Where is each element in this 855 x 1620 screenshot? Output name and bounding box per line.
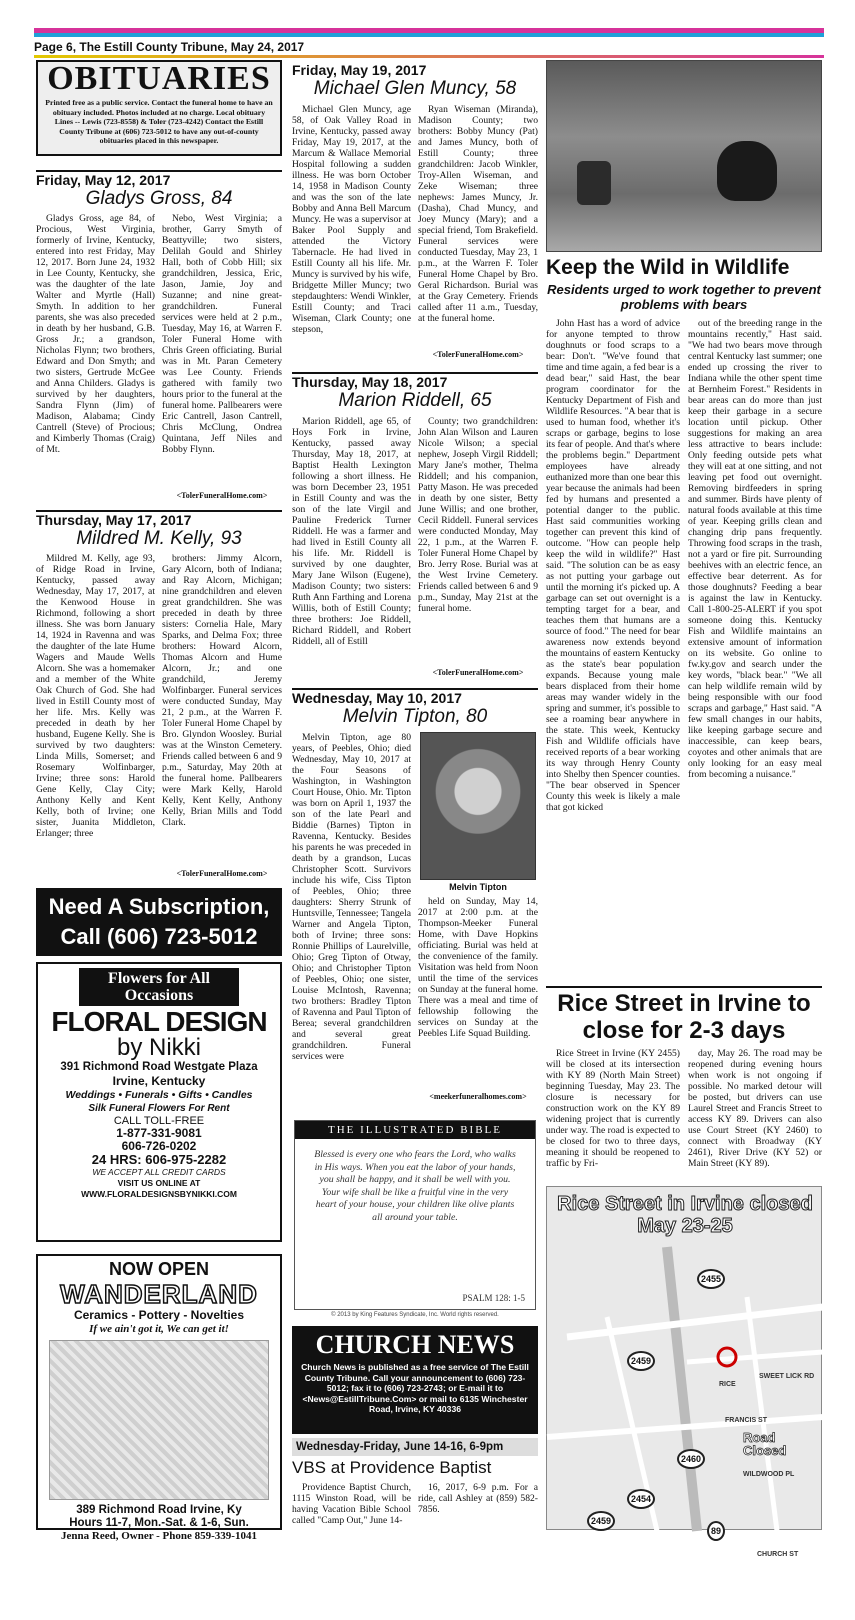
- route-shield: 89: [707, 1521, 725, 1541]
- obit-paragraph: Mildred M. Kelly, age 93, of Ridge Road in Irvine, Kentucky, passed away Wednesday, May 17, 2017, at the Kenwood House in Richmond, following a short illness. She was born January 14, 1924 in Ravenna and was the daughter of the late Hume Wagers and Maude Wells Alcorn. She was a homemaker and a member of the White Oak Church of God. She had lived in Estill County most of her life. Mrs. Kelly was preceded in death by her husband, Eugene Kelly. She is survived by two daughters: Linda Mills, Somerset; and Rosemary Wolfinbarger, Irvine; three sons: Harold Gene Kelly, Clay City; Anthony Kelly and Kent Kelly, both of Irvine; one sister, Juanita Middleton, Erlanger; three: [36, 553, 155, 839]
- obit-text-col2: [162, 213, 282, 491]
- wanderland-ad: [36, 1254, 282, 1542]
- obit-text-col2: [162, 553, 282, 869]
- bear-figure: [717, 141, 777, 201]
- wildlife-text-col2: [688, 318, 822, 982]
- wildlife-headline: Keep the Wild in Wildlife: [546, 256, 790, 279]
- map-label: CHURCH ST: [757, 1551, 799, 1558]
- obit-paragraph: Nebo, West Virginia; a brother, Garry Smyth of Beattyville; two sisters, Delilah Gould and Shirley Hall, both of Cobb Hill; six grandchildren, Jessica, Eric, Jason, Jamie, Joy and Suzanne; and nine great-grandchildren. Funeral services were held at 2 p.m., Tuesday, May 16, at Warren F. Toler Funeral Home with Chris Green officiating. Burial was in Mt. Paran Cemetery was Lee County. Friends gathered with family two hours prior to the funeral at the funeral home. Pallbearers were Eric Cantrell, Jason Cantrell, Chris McClung, Ondrea Quintana, Jeff Niles and Bobby Flynn.: [162, 213, 282, 455]
- vbs-title: VBS at Providence Baptist: [292, 1458, 492, 1477]
- trash-can-figure: [577, 161, 611, 205]
- obit-text-col2: [418, 416, 538, 666]
- vbs-text-col2: [418, 1482, 538, 1528]
- route-shield: 2460: [677, 1449, 705, 1469]
- wildlife-subhead: Residents urged to work together to prevent problems with bears: [547, 282, 821, 312]
- map-label: FRANCIS ST: [725, 1417, 767, 1424]
- obit-name: Marion Riddell, 65: [338, 390, 492, 411]
- rice-paragraph: Rice Street in Irvine (KY 2455) will be closed at its intersection with KY 89 (North Main Street) beginning Tuesday, May 23. The closure is necessary for construction work on the KY 89 widening project that is currently under way. The road is expected to be closed for two to three days, meaning it should be reopened to traffic by Fri-: [546, 1048, 680, 1169]
- obit-paragraph: held on Sunday, May 14, 2017 at 2:00 p.m. at the Thompson-Meeker Funeral Home, with Dave Hopkins officiating. Burial was held at the convenience of the family. Visitation was held from Noon until the time of the services on Sunday at the funeral home. There was a meal and time of fellowship following the services on Sunday at the Peebles Life Squad Building.: [418, 896, 538, 1039]
- floral-design-ad: [36, 962, 282, 1242]
- rice-headline: Rice Street in Irvine to close for 2-3 days: [557, 990, 811, 1044]
- obituaries-title: OBITUARIES: [47, 60, 271, 97]
- folio-rule: [34, 55, 824, 58]
- wanderland-name: WANDERLAND: [60, 1279, 258, 1309]
- obit-name: Melvin Tipton, 80: [342, 706, 488, 727]
- bible-reference: PSALM 128: 1-5: [462, 1293, 525, 1303]
- obit-text-col1: [292, 732, 411, 1184]
- wanderland-hours: Hours 11-7, Mon.-Sat. & 1-6, Sun.: [69, 1517, 249, 1529]
- vbs-date: Wednesday-Friday, June 14-16, 6-9pm: [292, 1438, 538, 1456]
- obit-date: Thursday, May 17, 2017: [36, 512, 192, 528]
- obit-text-col1: [36, 213, 155, 503]
- subscription-ad: [36, 888, 282, 956]
- subscription-line1: Need A Subscription,: [48, 894, 270, 919]
- floral-services: Weddings • Funerals • Gifts • Candles: [65, 1089, 253, 1101]
- obit-credit: <TolerFuneralHome.com>: [432, 668, 524, 677]
- obituaries-box: [36, 60, 282, 156]
- floral-local-phone: 606-726-0202: [121, 1139, 197, 1153]
- wildlife-paragraph: John Hast has a word of advice for anyone tempted to throw doughnuts or food scraps to a bear: Don't. "We've found that time and time again, a fed bear is a dead bear," said Hast, the bear program coordinator for the Kentucky Department of Fish and Wildlife Resources. "A bear that is used to human food, whether it's scraps or garbage, begins to lose its fear of people. And that's where the problems begin." Department employees have already euthanized more than one bear this year because the animals had been fed by humans and presented a potential danger to the public. Hast said communities working together can prevent this kind of outcome. "How can people help keep the wild in wildlife?" Hast said. "The solution can be as easy as not putting your garbage out until the morning it's picked up. A garbage can set out overnight is a tempting target for a bear, and teaches them that humans are a source of food." The need for bear awareness now extends beyond the mountains of eastern Kentucky as the state's bear population expands. Because young male bears displaced from their home areas may wander widely in the spring and summer, it's possible to see a roaming bear anywhere in the state. This week, Kentucky Fish and Wildlife officials have received reports of a bear working its way through Henry County into Shelby then Spencer counties. "The bear observed in Spencer County this week is likely a male that got kicked: [546, 318, 680, 813]
- route-shield: 2454: [627, 1489, 655, 1509]
- rice-text-col2: [688, 1048, 822, 1180]
- rice-text-col1: [546, 1048, 680, 1180]
- wildlife-paragraph: out of the breeding range in the mountains recently," Hast said. "We had two bears move through central Kentucky last summer; one ended up crossing the river to Indiana while the other spent time at Bernheim Forest." Residents in bear areas can do more than just keep their garbage in a secure location until pickup. Other suggestions for making an area less attractive to bears include: Only feeding outside pets what they will eat at one sitting, and not leaving pet food out overnight. Removing birdfeeders in spring and summer. Birds have plenty of natural foods available at this time of year. Keeping grills clean and changing drip pans frequently. Throwing food scraps in the trash, not a yard or fire pit. Surrounding beehives with an electric fence, an effective bear deterrent. As for those doughnuts? Feeding a bear is against the law in Kentucky. Call 1-800-25-ALERT if you spot someone doing this. Kentucky Fish and Wildlife maintains an extensive amount of information on its website. Go online to fw.ky.gov and search under the key words, "black bear." "We all can help wildlife remain wild by being responsible with our food scraps and garbage," Hast said. "A few small changes in our habits, like keeping garbage secure and inaccessible, can keep bears, coyotes and other animals that are only looking for an easy meal from becoming a nuisance.": [688, 318, 822, 780]
- floral-visit: VISIT US ONLINE AT: [117, 1178, 201, 1188]
- obit-credit: <TolerFuneralHome.com>: [176, 869, 268, 878]
- bible-verse: Blessed is every one who fears the Lord, who walks in His ways. When you eat the labor of your hands, you shall be happy, and it shall be well with you. Your wife shall be like a fruitful vine in the very heart of your house, your children like olive plants all around your table.: [314, 1149, 516, 1223]
- obit-date: Thursday, May 18, 2017: [292, 374, 448, 390]
- obit-credit: <meekerfuneralhomes.com>: [429, 1092, 527, 1101]
- wanderland-owner: Jenna Reed, Owner - Phone 859-339-1041: [61, 1530, 257, 1542]
- bible-header: THE ILLUSTRATED BIBLE: [295, 1121, 535, 1139]
- rice-paragraph: day, May 26. The road may be reopened during evening hours when work is not ongoing if possible. No marked detour will be posted, but drivers can use Laurel Street and Francis Street to access KY 89. Drivers can also use Court Street (KY 2460) to connect with Broadway (KY 2461), River Drive (KY 52) or Main Street (KY 89).: [688, 1048, 822, 1169]
- map-label: SWEET LICK RD: [759, 1373, 815, 1380]
- obit-name: Mildred M. Kelly, 93: [76, 528, 242, 549]
- route-shield: 2459: [627, 1351, 655, 1371]
- melvin-tipton-photo: [420, 732, 536, 880]
- map-label: Road Closed: [743, 1430, 787, 1458]
- obit-name: Michael Glen Muncy, 58: [313, 78, 517, 99]
- rice-street-map: [546, 1186, 822, 1558]
- photo-caption: Melvin Tipton: [449, 882, 507, 892]
- subscription-phone: Call (606) 723-5012: [60, 924, 258, 949]
- illustrated-bible: [294, 1120, 536, 1310]
- obit-date: Friday, May 12, 2017: [36, 172, 171, 188]
- wanderland-open: NOW OPEN: [108, 1259, 209, 1279]
- floral-banner: Flowers for All Occasions: [79, 968, 239, 1006]
- map-label: WILDWOOD PL: [743, 1471, 795, 1478]
- map-title: Rice Street in Irvine closed May 23-25: [557, 1193, 813, 1237]
- vbs-paragraph: Providence Baptist Church, 1115 Winston Road, will be having Vacation Bible School called "Camp Out," June 14-: [292, 1482, 411, 1526]
- obit-date: Wednesday, May 10, 2017: [292, 690, 462, 706]
- floral-silk: Silk Funeral Flowers For Rent: [88, 1103, 230, 1114]
- floral-subname: by Nikki: [116, 1034, 201, 1061]
- church-news-text: Church News is published as a free service of The Estill County Tribune. Call your announcement to (606) 723-5012; fax it to (606) 723-2743; or E-mail it to <News@EstillTribune.Com> or mail to 6135 Winchester Road, Irvine, KY 40336: [301, 1362, 529, 1414]
- floral-address: 391 Richmond Road Westgate Plaza: [60, 1061, 258, 1073]
- divider: [546, 986, 822, 988]
- floral-hours: 24 HRS: 606-975-2282: [91, 1152, 227, 1167]
- obit-text-col1: [36, 553, 155, 879]
- church-news-title: CHURCH NEWS: [315, 1330, 515, 1359]
- obit-paragraph: Marion Riddell, age 65, of Hoys Fork in Irvine, Kentucky, passed away Thursday, May 18, 2017, at Baptist Health Lexington following a short illness. He was born December 23, 1951 in Estill County and was the son of the late Virgil and Pauline Frederick Turner Riddell. He was a farmer and had lived in Estill County all his life. Mr. Riddell is survived by one daughter, Mary Jane Wilson (Eugene), Madison County; two sisters: Ruth Ann Farthing and Lorena Willis, both of Estill County; three brothers: Joe Riddell, Richard Riddell, and Robert Riddell, all of Estill: [292, 416, 411, 647]
- floral-tollfree-label: CALL TOLL-FREE: [113, 1115, 205, 1127]
- church-news-box: [292, 1326, 538, 1434]
- obit-text-col2: [418, 104, 538, 348]
- obit-paragraph: County; two grandchildren: John Alan Wilson and Lauren Nicole Wilson; a special nephew, Joseph Virgil Riddell; Mary Jane's mother, Thelma Riddell; and his companion, Patty Mason. He was preceded in death by one sister, Betty June Willis; and one brother, Cecil Riddell. Funeral services were conducted Monday, May 22, 1 p.m., at the Warren F. Toler Funeral Home Chapel by Bro. Jerry Rose. Burial was at the West Irvine Cemetery. Friends called between 6 and 9 p.m., Sunday, May 21st at the funeral home.: [418, 416, 538, 614]
- wanderland-tagline: Ceramics - Pottery - Novelties: [73, 1308, 245, 1322]
- floral-name: FLORAL DESIGN: [51, 1006, 267, 1037]
- obit-text-col1: [292, 104, 411, 354]
- route-shield: 2459: [587, 1511, 615, 1531]
- floral-tollfree: 1-877-331-9081: [116, 1126, 202, 1140]
- wanderland-store-image: [49, 1340, 269, 1500]
- obit-credit: <TolerFuneralHome.com>: [176, 491, 268, 500]
- bear-photo: [546, 60, 822, 252]
- map-label: RICE: [719, 1381, 736, 1388]
- header-color-bar-2: [34, 33, 824, 37]
- obit-paragraph: Ryan Wiseman (Miranda), Madison County; two brothers: Bobby Muncy (Pat) and James Muncy, both of Estill County; three grandchildren: Jacob Winkler, Troy-Allen Wiseman, and Zeke Wiseman; three nephews: James Muncy, Jr. (Dasha), Chad Muncy, and Joey Muncy (Mary); and a special friend, Tom Brakefield. Funeral services were conducted Tuesday, May 23, 1 p.m., at the Warren F. Toler Funeral Home Chapel by Bro. Geral Richardson. Burial was at the Gray Cemetery. Friends called after 11 a.m., Tuesday, at the funeral home.: [418, 104, 538, 324]
- vbs-paragraph: 16, 2017, 6-9 p.m. For a ride, call Ashley at (859) 582-7856.: [418, 1482, 538, 1515]
- floral-cards: WE ACCEPT ALL CREDIT CARDS: [92, 1167, 226, 1177]
- wildlife-text-col1: [546, 318, 680, 982]
- wanderland-address: 389 Richmond Road Irvine, Ky: [76, 1504, 242, 1516]
- obit-paragraph: Melvin Tipton, age 80 years, of Peebles, Ohio; died Wednesday, May 10, 2017 at the Four Seasons of Washington, in Washington Court House, Ohio. Mr. Tipton was born on April 1, 1937 the son of the late Pearl and Biddie (Barnes) Tipton in Ravenna, Kentucky. Besides his parents he was preceded in death by a grandson, Lucas Christopher Scott. Survivors include his wife, Ciss Tipton of Peebles, Ohio; three daughters: Sherry Strunk of Huntsville, Tennessee; Tangela Warner and Angela Tipton, both of Irvine; three sons: Ronnie Phillips of Laurelville, Ohio; Greg Tipton of Otway, Ohio; and Christopher Tipton of Peebles, Ohio; one sister, Louise McIntosh, Ravenna; two brothers: Bradley Tipton of Ravenna and Paul Tipton of Berea; several grandchildren and several great grandchildren. Funeral services were: [292, 732, 411, 1062]
- wanderland-motto: If we ain't got it, We can get it!: [89, 1323, 229, 1335]
- obituaries-note: Printed free as a public service. Contact the funeral home to have an obituary included. Photos included at no charge. Local obituary Lines -- Lewis (723-8558) & Toler (723-4242) Contact the Estill County Tribune at (606) 723-5012 to have any out-of-county obituaries placed in this newspaper.: [45, 98, 273, 145]
- obit-credit: <TolerFuneralHome.com>: [432, 350, 524, 359]
- obit-date: Friday, May 19, 2017: [292, 62, 427, 78]
- obit-paragraph: Gladys Gross, age 84, of Procious, West Virginia, formerly of Irvine, Kentucky, entered into rest Friday, May 12, 2017. Born June 24, 1932 in Lee County, Kentucky, she was the daughter of the late Walter and Myrtle (Hall) Smyth. In addition to her parents, she was also preceded in death by her husband, G.B. Gross Jr.; a grandson, Nicholas Flynn; two brothers, Edward and Don Smyth; and two sisters, Gertrude McGee and Anna Childers. Gladys is survived by her daughters, Sandra Flynn (Jim) of Madison, Alabama; Cindy Cantrell (Steve) of Procious; and Kimberly Thomas (Craig) of Mt.: [36, 213, 155, 455]
- map-roads: [547, 1187, 823, 1531]
- floral-website: WWW.FLORALDESIGNSBYNIKKI.COM: [81, 1189, 237, 1199]
- obit-name: Gladys Gross, 84: [85, 188, 233, 209]
- floral-city: Irvine, Kentucky: [112, 1074, 206, 1088]
- bible-copyright: © 2013 by King Features Syndicate, Inc. World rights reserved.: [331, 1312, 499, 1318]
- obit-paragraph: Michael Glen Muncy, age 58, of Oak Valley Road in Irvine, Kentucky, passed away Friday, May 19, 2017, at the Marcum & Wallace Memorial Hospital following a sudden illness. He was born October 14, 1958 in Madison County and was the son of the late Bobby and Anna Bell Marcum Muncy. He was a supervisor at Baker Pool Supply and attended the Victory Tabernacle. He had lived in Estill County all his life. Mr. Muncy is survived by his wife, Bridgette Miller Muncy; two stepdaughters: Wendi Winkler, Estill County; and Traci Wiseman, Clark County; one stepson,: [292, 104, 411, 335]
- page-folio: Page 6, The Estill County Tribune, May 24, 2017: [34, 40, 305, 54]
- route-shield: 2455: [697, 1269, 725, 1289]
- obit-text-col2: [418, 896, 538, 1092]
- obit-text-col1: [292, 416, 411, 678]
- obit-paragraph: brothers: Jimmy Alcorn, Gary Alcorn, both of Indiana; and Ray Alcorn, Michigan; nine grandchildren and eleven great grandchildren. She was preceded in death by three sisters: Cornelia Hale, Mary Sparks, and Delma Fox; three brothers: Howard Alcorn, Thomas Alcorn and Hume Alcorn, Jr.; and one grandchild, Jeremy Wolfinbarger. Funeral services were conducted Sunday, May 21, 2 p.m., at the Warren F. Toler Funeral Home Chapel by Bro. Glyndon Woosley. Burial was at the Winston Cemetery. Friends called between 6 and 9 p.m., Saturday, May 20th at the funeral home. Pallbearers were Mark Kelly, Harold Kelly, Kent Kelly, Anthony Kelly, Brian Mills and Todd Clark.: [162, 553, 282, 828]
- vbs-text-col1: [292, 1482, 411, 1528]
